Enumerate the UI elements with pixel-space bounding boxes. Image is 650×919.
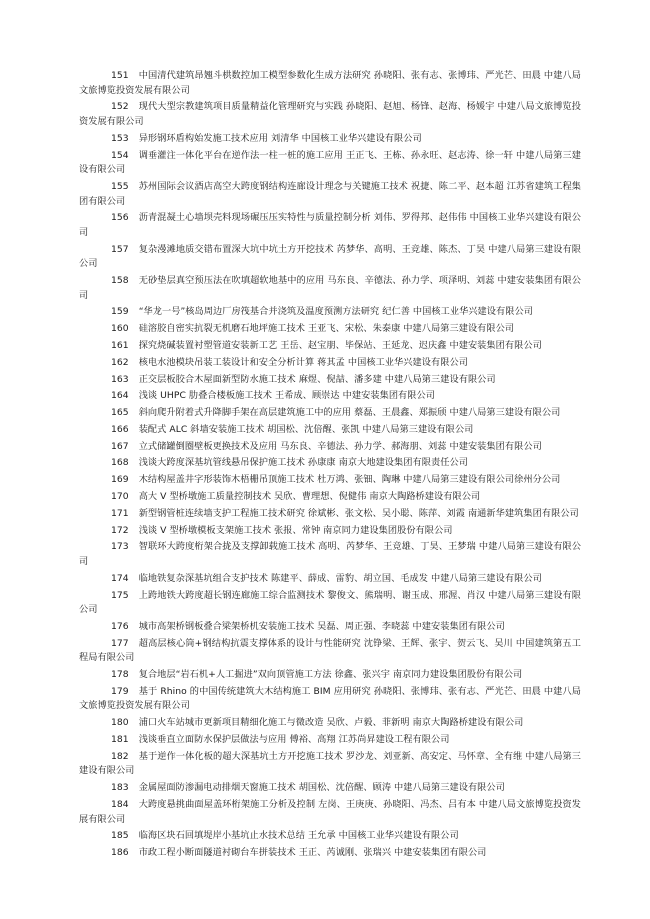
- entry-number: 179: [111, 685, 129, 697]
- list-item: [79, 339, 581, 354]
- entry-number: 163: [111, 373, 129, 385]
- list-item: [79, 274, 581, 303]
- entry-number: 151: [111, 70, 129, 81]
- entry-number: 168: [111, 457, 129, 469]
- entry-number: 157: [111, 243, 129, 255]
- list-item: [79, 69, 581, 98]
- entry-text: 新型钢管桩连续墙支护工程施工技术研究 徐斌彬、张文松、吴小聪、陈萍、刘霞 南通新华建筑集团有限公司: [138, 507, 579, 519]
- entry-text: 临地铁复杂深基坑组合支护技术 陈建平、薛成、雷豹、胡立国、毛成发 中建八局第三建设有限公司: [138, 572, 542, 584]
- entry-text: 硅溶胶自密实抗裂无机磨石地坪施工技术 王亚飞、宋松、朱泰康 中建八局第三建设有限公司: [138, 323, 515, 335]
- entry-text: 复杂漫滩地质交错布置深大坑中坑土方开挖技术 芮梦华、高明、王竞雄、陈杰、丁昊 中建八局第三建设有限公司: [79, 243, 581, 270]
- entry-text: 苏州国际会议酒店高空大跨度钢结构连廊设计理念与关键施工技术 祝捷、陈二平、赵本超 江苏省建筑工程集团有限公司: [79, 180, 581, 207]
- entry-text: 核电水池模块吊装工装设计和安全分析计算 蒋其孟 中国核工业华兴建设有限公司: [138, 356, 468, 368]
- entry-text: 中国清代建筑昂翘斗栱数控加工模型参数化生成方法研究 孙晓阳、张有志、张博玮、严光芒、田晨 中建八局文旅博览投资发展有限公司: [79, 70, 581, 96]
- entry-text: 斜向爬升附着式升降脚手架在高层建筑施工中的应用 蔡磊、王晨鑫、郑振颀 中建八局第三建设有限公司: [138, 407, 561, 419]
- list-item: [79, 473, 581, 488]
- entry-text: 高大 V 型桥墩施工质量控制技术 吴欣、曹理想、倪健伟 南京大陶路桥建设有限公司: [138, 491, 481, 502]
- entry-number: 175: [111, 589, 129, 601]
- entry-text: 浦口火车站城市更新项目精细化施工与微改造 吴欣、卢毅、菲新明 南京大陶路桥建设有限公司: [138, 717, 524, 729]
- entry-text: 异形钢环盾构始发施工技术应用 刘清华 中国核工业华兴建设有限公司: [138, 132, 422, 144]
- entry-number: 162: [111, 356, 129, 368]
- list-item: [79, 589, 581, 618]
- entry-number: 153: [111, 132, 129, 144]
- entry-number: 166: [111, 423, 129, 435]
- entry-number: 169: [111, 474, 129, 486]
- entry-number: 160: [111, 323, 129, 335]
- list-item: [79, 798, 581, 827]
- entry-number: 177: [111, 637, 129, 649]
- entry-text: 大跨度悬挑曲面屋盖环桁架施工分析及控制 左岗、王庚庚、孙晓阳、冯杰、吕有本 中建八局文旅博览投资发展有限公司: [79, 798, 581, 825]
- list-item: [79, 524, 581, 539]
- entry-number: 154: [111, 149, 129, 161]
- list-item: [79, 829, 581, 844]
- list-item: [79, 685, 581, 714]
- list-item: [79, 716, 581, 731]
- list-item: [79, 100, 581, 129]
- list-item: [79, 389, 581, 404]
- entry-number: 165: [111, 407, 129, 419]
- entry-text: 浅谈 V 型桥墩模板支架施工技术 张报、常钟 南京同力建设集团股份有限公司: [138, 524, 453, 536]
- entry-text: 立式储罐倒圈壁板更换技术及应用 马东良、辛德法、孙力学、郝海朋、刘蕊 中建安装集团有限公司: [138, 440, 542, 452]
- entry-text: 市政工程小断面隧道衬砌台车拼装技术 王正、芮诚刚、张瑞兴 中建安装集团有限公司: [138, 847, 487, 859]
- entry-number: 176: [111, 620, 129, 632]
- entry-text: 城市高架桥钢板叠合梁架桥机安装施工技术 吴磊、周正强、李晓蕊 中建安装集团有限公司: [138, 620, 505, 632]
- entry-number: 161: [111, 339, 129, 351]
- entry-text: 装配式 ALC 斜墙安装施工技术 胡国松、沈倍醒、张凯 中建八局第三建设有限公司: [138, 423, 474, 435]
- list-item: [79, 490, 581, 505]
- entry-number: 182: [111, 750, 129, 762]
- entry-number: 164: [111, 390, 129, 402]
- entry-number: 183: [111, 782, 129, 794]
- entry-text: 正交层板胶合木屋面新型防水施工技术 麻煜、倪喆、潘多建 中建八局第三建设有限公司: [138, 373, 496, 385]
- list-item: [79, 356, 581, 371]
- entry-text: 基于逆作一体化板的超大深基坑土方开挖施工技术 罗沙龙、刘亚新、高安定、马怀章、全有维 中建八局第三建设有限公司: [79, 750, 581, 777]
- entry-text: 临海区块石回填堤岸小基坑止水技术总结 王允承 中国核工业华兴建设有限公司: [138, 830, 459, 842]
- list-item: [79, 423, 581, 438]
- list-item: [79, 132, 581, 147]
- list-item: [79, 322, 581, 337]
- list-item: [79, 620, 581, 635]
- entry-text: 金属屋面防渗漏电动排烟天窗施工技术 胡国松、沈倍醒、顾涛 中建八局第三建设有限公司: [138, 782, 505, 794]
- entry-text: 超高层核心筒+钢结构抗震支撑体系的设计与性能研究 沈铮梁、王辉、张宇、贺云飞、吴川 中国建筑第五工程局有限公司: [79, 637, 581, 664]
- paper-list: [79, 69, 581, 863]
- entry-number: 185: [111, 830, 129, 842]
- entry-number: 170: [111, 491, 129, 502]
- entry-number: 152: [111, 101, 129, 113]
- list-item: [79, 846, 581, 861]
- entry-text: 调垂灌注一体化平台在逆作法一柱一桩的施工应用 王正飞、王栋、孙永旺、赵志涛、徐一轩 中建八局第三建设有限公司: [79, 149, 581, 176]
- entry-number: 184: [111, 798, 129, 810]
- list-item: [79, 456, 581, 471]
- entry-number: 173: [111, 541, 129, 553]
- list-item: [79, 406, 581, 421]
- entry-text: 上跨地铁大跨度超长钢连廊施工综合监测技术 黎俊文、熊瑞明、谢玉成、邢渥、肖汉 中建八局第三建设有限公司: [79, 589, 581, 616]
- list-item: [79, 149, 581, 178]
- list-item: [79, 180, 581, 209]
- entry-text: 现代大型宗教建筑项目质量精益化管理研究与实践 孙晓阳、赵旭、杨锋、赵海、杨媛宇 中建八局文旅博览投资发展有限公司: [79, 101, 581, 127]
- entry-text: 探究烧碱装置衬塑管道安装新工艺 王岳、赵宝朋、毕保站、王延龙、迟庆鑫 中建安装集团有限公司: [138, 339, 542, 351]
- entry-number: 156: [111, 212, 129, 224]
- list-item: [79, 440, 581, 455]
- list-item: [79, 572, 581, 587]
- list-item: [79, 637, 581, 666]
- entry-number: 159: [111, 306, 129, 318]
- list-item: [79, 243, 581, 272]
- entry-text: “华龙一号”核岛周边厂房筏基合并浇筑及温度预测方法研究 纪仁善 中国核工业华兴建设有限公司: [138, 306, 533, 318]
- list-item: [79, 540, 581, 569]
- entry-text: 基于 Rhino 的中国传统建筑大木结构施工 BIM 应用研究 孙晓阳、张博玮、张有志、严光芒、田晨 中建八局文旅博览投资发展有限公司: [79, 685, 581, 712]
- entry-number: 172: [111, 524, 129, 536]
- entry-number: 158: [111, 275, 129, 287]
- entry-number: 181: [111, 733, 129, 745]
- list-item: [79, 750, 581, 779]
- entry-text: 无砂垫层真空预压法在吹填超软地基中的应用 马东良、辛德法、孙力学、项泽明、刘蕊 中建安装集团有限公司: [79, 275, 581, 301]
- list-item: [79, 781, 581, 796]
- list-item: [79, 733, 581, 748]
- entry-number: 186: [111, 847, 129, 859]
- entry-text: 浅谈大跨度深基坑管线悬吊保护施工技术 孙康康 南京大地建设集团有限责任公司: [138, 457, 468, 469]
- entry-text: 沥青混凝土心墙坝壳料现场碾压压实特性与质量控制分析 刘伟、罗得邦、赵伟伟 中国核工业华兴建设有限公司: [79, 212, 581, 238]
- list-item: [79, 211, 581, 240]
- list-item: [79, 373, 581, 388]
- entry-text: 智联环大跨度桁架合拢及支撑卸载施工技术 高明、芮梦华、王竞雄、丁昊、王梦瑞 中建八局第三建设有限公司: [79, 541, 581, 567]
- list-item: [79, 507, 581, 522]
- list-item: [79, 305, 581, 320]
- entry-number: 174: [111, 572, 129, 584]
- entry-number: 178: [111, 669, 129, 681]
- list-item: [79, 668, 581, 683]
- entry-number: 167: [111, 440, 129, 452]
- entry-number: 180: [111, 717, 129, 729]
- entry-number: 155: [111, 180, 129, 192]
- entry-text: 复合地层“岩石机+人工掘进”双向顶管施工方法 徐鑫、张兴宇 南京同力建设集团股份有限公司: [138, 669, 523, 681]
- entry-text: 木结构屋盖井字形装饰木梧栅吊顶施工技术 杜万鸿、张钿、陶琳 中建八局第三建设有限公司徐州分公司: [138, 474, 561, 486]
- entry-text: 浅谈垂直立面防水保护层做法与应用 傅裕、高翔 江苏尚昇建设工程有限公司: [138, 733, 450, 745]
- entry-text: 浅谈 UHPC 肋叠合楼板施工技术 王希成、顾崇达 中建安装集团有限公司: [138, 390, 436, 402]
- entry-number: 171: [111, 507, 129, 519]
